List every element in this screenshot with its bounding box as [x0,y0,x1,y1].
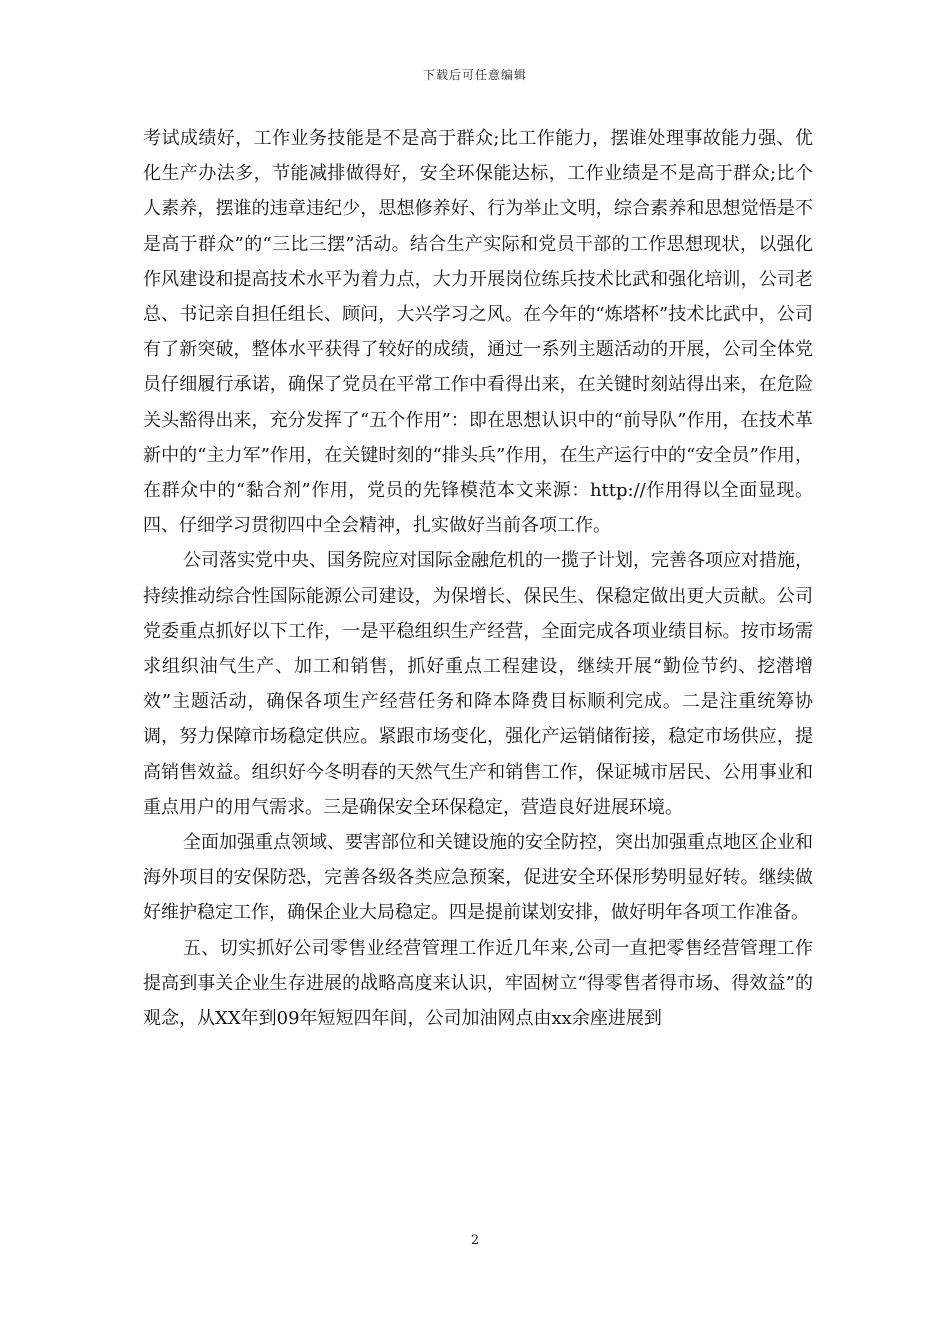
paragraph-4: 五、切实抓好公司零售业经营管理工作近几年来,公司一直把零售经营管理工作提高到事关企业生存进展的战略高度来认识，牢固树立“得零售者得市场、得效益”的观念，从XX年到09年短短四年间，公司加油网点由xx余座进展到 [143,937,813,1030]
paragraph-1: 考试成绩好，工作业务技能是不是高于群众;比工作能力，摆谁处理事故能力强、优化生产办法多，节能减排做得好，安全环保能达标，工作业绩是不是高于群众;比个人素养，摆谁的违章违纪少，思想修养好、行为举止文明，综合素养和思想觉悟是不是高于群众”的“三比三摆”活动。结合生产实际和党员干部的工作思想现状，以强化作风建设和提高技术水平为着力点，大力开展岗位练兵技术比武和强化培训，公司老总、书记亲自担任组长、顾问，大兴学习之风。在今年的“炼塔杯”技术比武中，公司有了新突破，整体水平获得了较好的成绩，通过一系列主题活动的开展，公司全体党员仔细履行承诺，确保了党员在平常工作中看得出来，在关键时刻站得出来，在危险关头豁得出来，充分发挥了“五个作用”：即在思想认识中的“前导队”作用，在技术革新中的“主力军”作用，在关键时刻的“排头兵”作用，在生产运行中的“安全员”作用，在群众中的“黏合剂”作用，党员的先锋模范本文来源：http://作用得以全面显现。四、仔细学习贯彻四中全会精神，扎实做好当前各项工作。 [143,128,813,537]
document-body [143,121,813,1036]
paragraph-2: 公司落实党中央、国务院应对国际金融危机的一揽子计划，完善各项应对措施，持续推动综合性国际能源公司建设，为保增长、保民生、保稳定做出更大贡献。公司党委重点抓好以下工作，一是平稳组织生产经营，全面完成各项业绩目标。按市场需求组织油气生产、加工和销售，抓好重点工程建设，继续开展“勤俭节约、挖潜增效”主题活动，确保各项生产经营任务和降本降费目标顺利完成。二是注重统筹协调，努力保障市场稳定供应。紧跟市场变化，强化产运销储衔接，稳定市场供应，提高销售效益。组织好今冬明春的天然气生产和销售工作，保证城市居民、公用事业和重点用户的用气需求。三是确保安全环保稳定，营造良好进展环境。 [143,550,813,818]
page-number: 2 [470,1233,480,1248]
page-header: 下载后可任意编辑 [422,68,527,82]
paragraph-3: 全面加强重点领域、要害部位和关键设施的安全防控，突出加强重点地区企业和海外项目的安保防恐，完善各级各类应急预案，促进安全环保形势明显好转。继续做好维护稳定工作，确保企业大局稳定。四是提前谋划安排，做好明年各项工作准备。 [143,832,813,924]
